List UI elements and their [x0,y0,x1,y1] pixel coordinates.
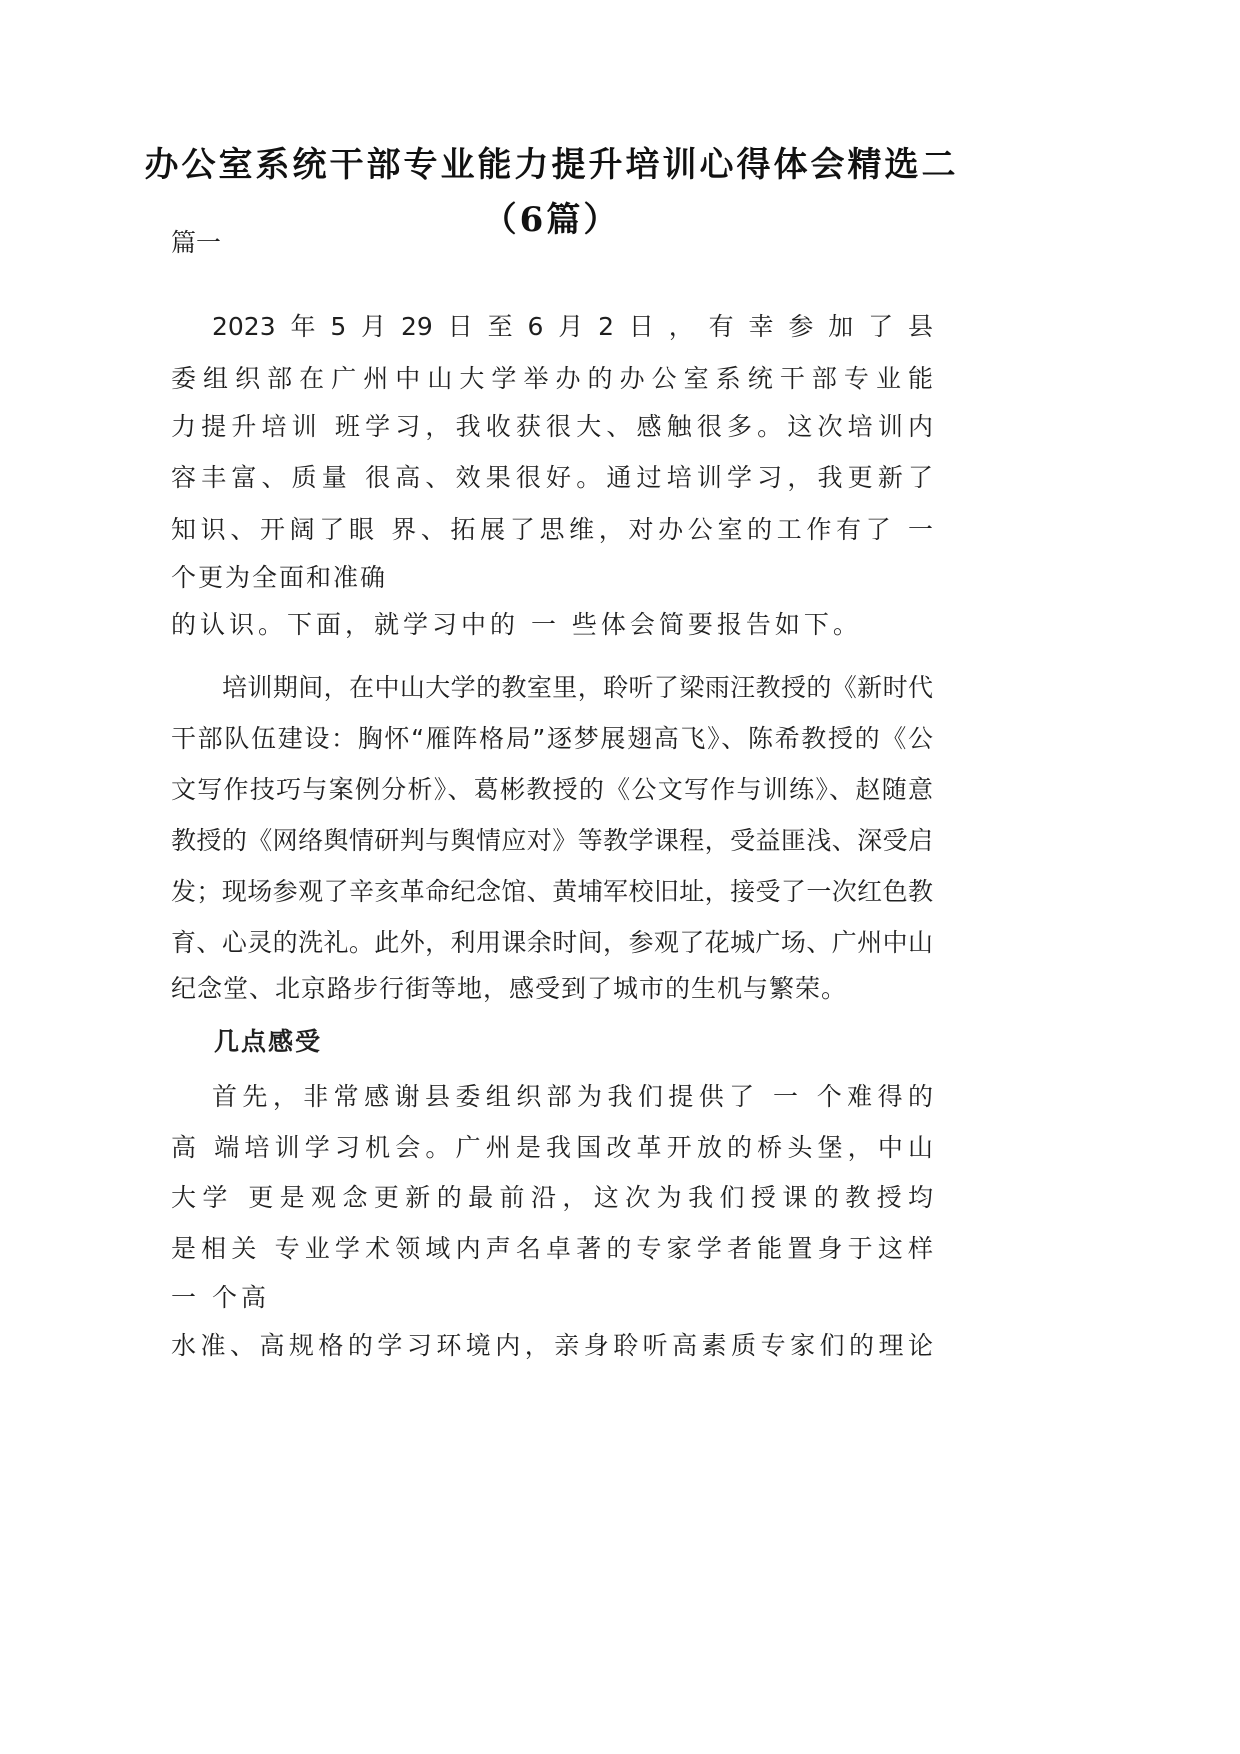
paragraph-line: 培训期间，在中山大学的教室里，聆听了梁雨汪教授的《新时代 [222,673,933,702]
paragraph-line: 水准、高规格的学习环境内，亲身聆听高素质专家们的理论 [171,1331,933,1360]
paragraph-line: 首先，非常感谢县委组织部为我们提供了 一 个难得的 [212,1082,933,1111]
document-title-line2: （6篇） [482,200,621,240]
section-label: 篇一 [171,228,222,257]
paragraph-line: 发；现场参观了辛亥革命纪念馆、黄埔军校旧址，接受了一次红色教 [171,877,933,906]
paragraph-line: 纪念堂、北京路步行街等地，感受到了城市的生机与繁荣。 [171,974,848,1003]
paragraph-line: 教授的《网络舆情研判与舆情应对》等教学课程，受益匪浅、深受启 [171,826,933,855]
paragraph-line: 容丰富、质量 很高、效果很好。通过培训学习，我更新了 [171,463,933,492]
paragraph-line: 文写作技巧与案例分析》、葛彬教授的《公文写作与训练》、赵随意 [171,775,933,804]
paragraph-line: 一 个高 [171,1283,270,1312]
paragraph-line: 高 端培训学习机会。广州是我国改革开放的桥头堡，中山 [171,1133,933,1162]
paragraph-line: 大学 更是观念更新的最前沿，这次为我们授课的教授均 [171,1183,933,1212]
document-title-line1: 办公室系统干部专业能力提升培训心得体会精选二 [144,145,959,185]
paragraph-line: 力提升培训 班学习，我收获很大、感触很多。这次培训内 [171,412,933,441]
paragraph-line: 育、心灵的洗礼。此外，利用课余时间，参观了花城广场、广州中山 [171,928,933,957]
section-heading: 几点感受 [214,1027,323,1056]
paragraph-line: 是相关 专业学术领域内声名卓著的专家学者能置身于这样 [171,1234,933,1263]
paragraph-line: 委组织部在广州中山大学举办的办公室系统干部专业能 [171,364,933,393]
paragraph-line: 的认识。下面，就学习中的 一 些体会简要报告如下。 [171,610,862,639]
paragraph-line: 干部队伍建设：胸怀“雁阵格局”逐梦展翅高飞》、陈希教授的《公 [171,724,933,753]
paragraph-line: 个更为全面和准确 [171,563,388,592]
paragraph-line: 2023年5月29日至6月2日，有幸参加了县 [212,312,933,341]
paragraph-line: 知识、开阔了眼 界、拓展了思维，对办公室的工作有了 一 [171,515,933,544]
